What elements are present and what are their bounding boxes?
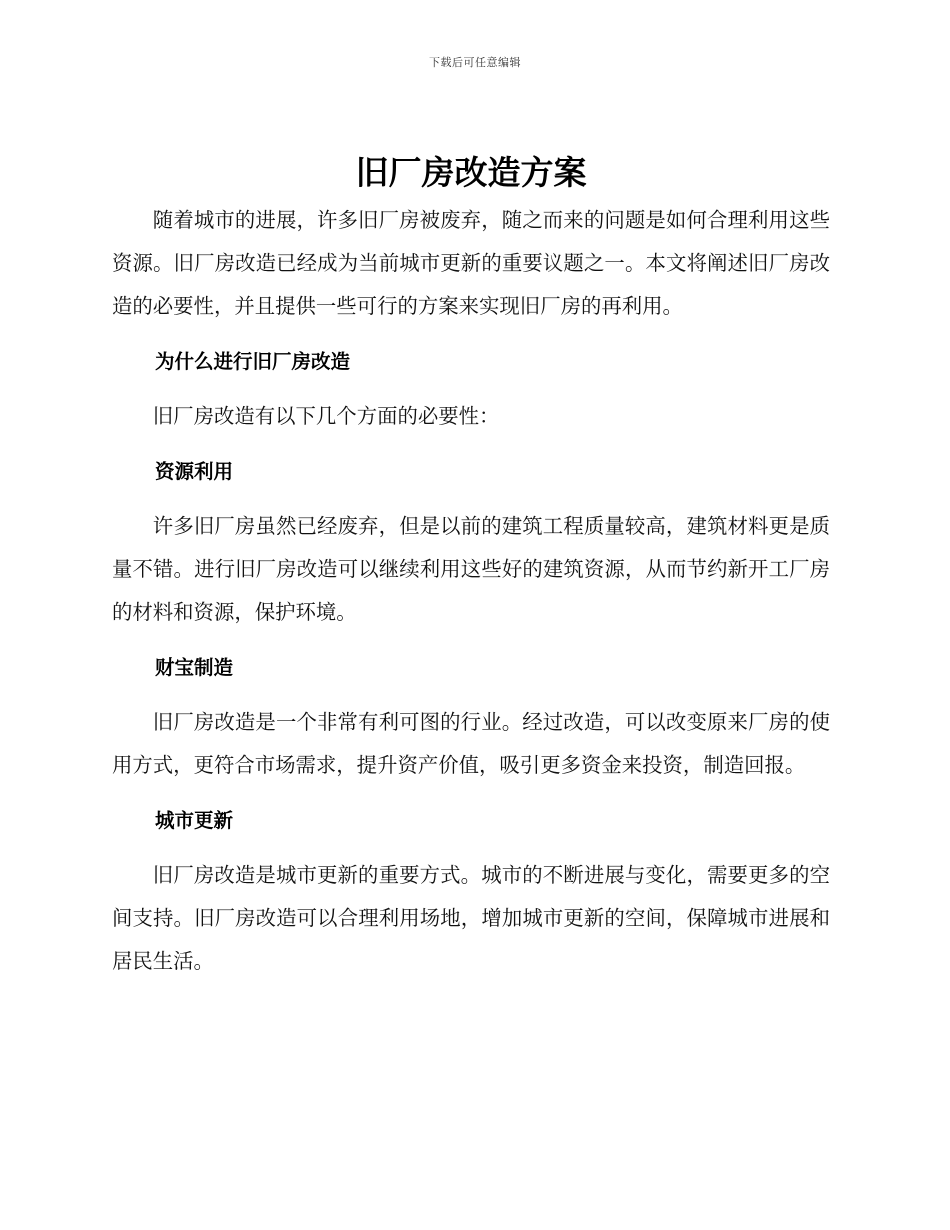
spacer: [112, 787, 830, 799]
section-heading-resources: 资源利用: [155, 460, 234, 483]
section-heading-wealth: 财宝制造: [155, 656, 234, 679]
spacer: [112, 493, 830, 505]
header-note: 下载后可任意编辑: [429, 56, 521, 69]
document-title: 旧厂房改造方案: [355, 153, 587, 192]
section-text-wealth: 旧厂房改造是一个非常有利可图的行业。经过改造，可以改变原来厂房的使用方式，更符合市场需求，提升资产价值，吸引更多资金来投资，制造回报。: [112, 710, 830, 777]
spacer: [112, 328, 830, 340]
section-heading-why: 为什么进行旧厂房改造: [155, 350, 351, 373]
section-text-why: 旧厂房改造有以下几个方面的必要性：: [152, 404, 500, 428]
spacer: [112, 689, 830, 701]
section-text-renewal: 旧厂房改造是城市更新的重要方式。城市的不断进展与变化，需要更多的空间支持。旧厂房改造可以合理利用场地，增加城市更新的空间，保障城市进展和居民生活。: [112, 863, 830, 973]
intro-paragraph: 随着城市的进展，许多旧厂房被废弃，随之而来的问题是如何合理利用这些资源。旧厂房改造已经成为当前城市更新的重要议题之一。本文将阐述旧厂房改造的必要性，并且提供一些可行的方案来实现旧厂房的再利用。: [112, 208, 830, 318]
spacer: [112, 383, 830, 395]
spacer: [112, 634, 830, 646]
spacer: [112, 842, 830, 854]
section-text-resources: 许多旧厂房虽然已经废弃，但是以前的建筑工程质量较高，建筑材料更是质量不错。进行旧厂房改造可以继续利用这些好的建筑资源，从而节约新开工厂房的材料和资源，保护环境。: [112, 514, 830, 624]
section-heading-renewal: 城市更新: [155, 809, 234, 832]
document-body: [112, 150, 830, 983]
spacer: [112, 438, 830, 450]
